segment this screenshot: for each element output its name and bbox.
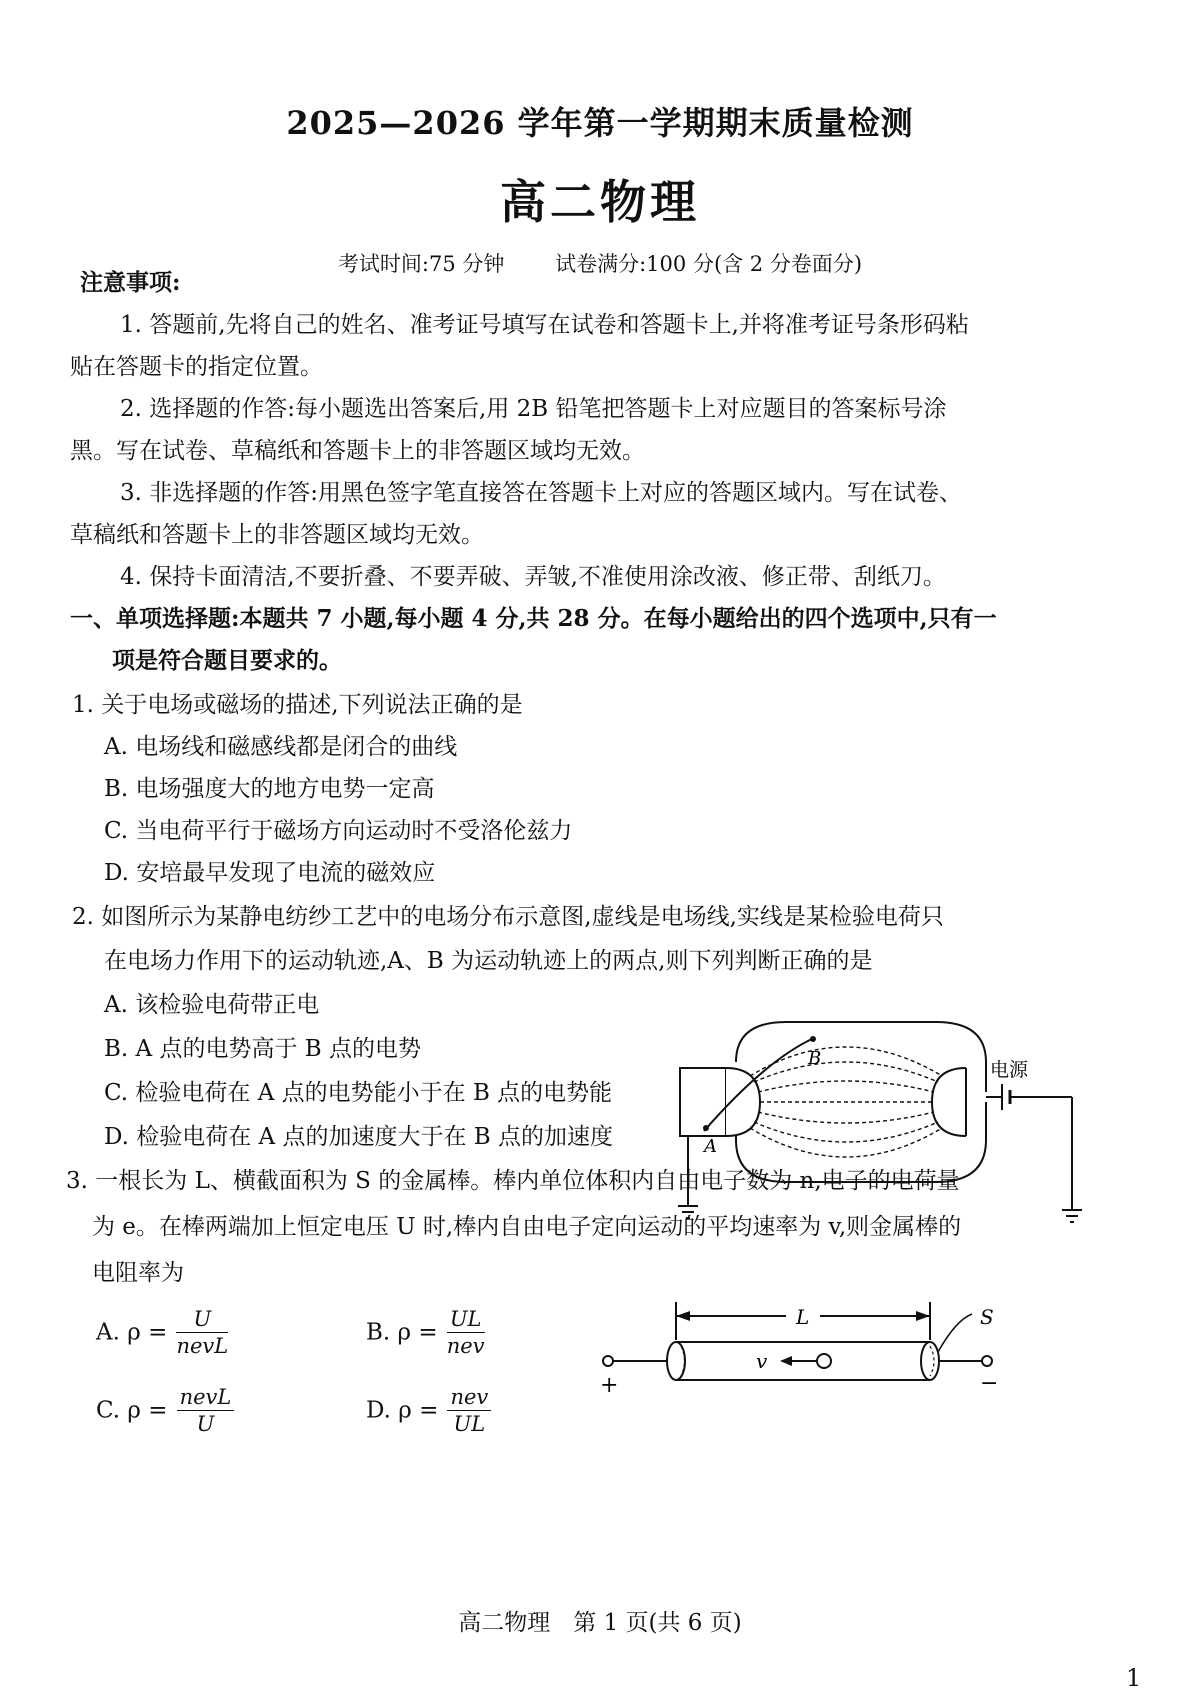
q2-stem-line1: 2. 如图所示为某静电纺纱工艺中的电场分布示意图,虚线是电场线,实线是某检验电荷只 <box>72 904 944 930</box>
note-2-line2: 黑。写在试卷、草稿纸和答题卡上的非答题区域均无效。 <box>70 438 645 464</box>
q3-stem-line2: 为 e。在棒两端加上恒定电压 U 时,棒内自由电子定向运动的平均速率为 v,则金属棒的 <box>92 1214 962 1240</box>
power-source-label: 电源 <box>990 1059 1029 1081</box>
q2-stem-line2: 在电场力作用下的运动轨迹,A、B 为运动轨迹上的两点,则下列判断正确的是 <box>104 948 873 974</box>
q3-stem-line3: 电阻率为 <box>92 1260 184 1286</box>
q3-option-b-fraction <box>447 1306 485 1359</box>
q3-option-c <box>96 1384 234 1437</box>
plus-terminal-label: + <box>600 1373 619 1398</box>
q1-option-c: C. 当电荷平行于磁场方向运动时不受洛伦兹力 <box>104 818 573 844</box>
q3-option-b-numerator: UL <box>447 1306 485 1333</box>
note-1-line2: 贴在答题卡的指定位置。 <box>70 354 323 380</box>
section-1-heading-line1: 一、单项选择题:本题共 7 小题,每小题 4 分,共 28 分。在每小题给出的四个选项中,只有一 <box>70 605 997 632</box>
q3-option-a-denominator: nevL <box>176 1334 229 1358</box>
q3-option-a <box>96 1306 228 1359</box>
full-score: 试卷满分:100 分(含 2 分卷面分) <box>555 252 863 276</box>
metal-rod-diagram <box>596 1296 1016 1406</box>
page-corner-number: 1 <box>1126 1664 1142 1692</box>
q2-option-a: A. 该检验电荷带正电 <box>104 992 320 1018</box>
q3-option-b-label: B. ρ = <box>366 1319 438 1346</box>
velocity-label: v <box>756 1349 768 1373</box>
point-b-label: B <box>808 1048 822 1069</box>
q3-option-d-fraction <box>447 1384 491 1437</box>
q3-option-b <box>366 1306 485 1359</box>
cross-section-label: S <box>980 1305 994 1329</box>
notes-heading: 注意事项: <box>80 269 181 296</box>
length-label: L <box>796 1305 810 1329</box>
point-a-label: A <box>704 1136 717 1157</box>
note-3-line2: 草稿纸和答题卡上的非答题区域均无效。 <box>70 522 484 548</box>
electrospinning-field-diagram <box>676 1020 1096 1240</box>
q3-option-c-denominator: U <box>196 1412 215 1436</box>
q2-option-d: D. 检验电荷在 A 点的加速度大于在 B 点的加速度 <box>104 1124 613 1150</box>
note-2-line1: 2. 选择题的作答:每小题选出答案后,用 2B 铅笔把答题卡上对应题目的答案标号涂 <box>120 396 947 422</box>
q3-stem-line1: 3. 一根长为 L、横截面积为 S 的金属棒。棒内单位体积内自由电子数为 n,电子的电荷量 <box>66 1168 960 1194</box>
q3-option-d-denominator: UL <box>453 1412 486 1436</box>
note-1-line1: 1. 答题前,先将自己的姓名、准考证号填写在试卷和答题卡上,并将准考证号条形码粘 <box>120 312 969 338</box>
q3-option-d-label: D. ρ = <box>366 1397 439 1424</box>
q3-option-c-fraction <box>177 1384 235 1437</box>
subject-title: 高二物理 <box>500 175 700 229</box>
q1-option-a: A. 电场线和磁感线都是闭合的曲线 <box>104 734 458 760</box>
q3-option-a-numerator: U <box>176 1306 228 1333</box>
note-4-line1: 4. 保持卡面清洁,不要折叠、不要弄破、弄皱,不准使用涂改液、修正带、刮纸刀。 <box>120 564 946 590</box>
q3-option-b-denominator: nev <box>446 1334 485 1358</box>
q3-option-d <box>366 1384 491 1437</box>
q1-stem: 1. 关于电场或磁场的描述,下列说法正确的是 <box>72 692 523 718</box>
q3-option-a-label: A. ρ = <box>96 1319 168 1346</box>
section-1-heading-line2: 项是符合题目要求的。 <box>112 647 342 674</box>
page-footer: 高二物理 第 1 页(共 6 页) <box>458 1610 742 1636</box>
q3-option-c-label: C. ρ = <box>96 1397 168 1424</box>
q1-option-d: D. 安培最早发现了电流的磁效应 <box>104 860 436 886</box>
exam-time: 考试时间:75 分钟 <box>337 252 505 276</box>
q2-option-c: C. 检验电荷在 A 点的电势能小于在 B 点的电势能 <box>104 1080 613 1106</box>
q1-option-b: B. 电场强度大的地方电势一定高 <box>104 776 435 802</box>
q2-option-b: B. A 点的电势高于 B 点的电势 <box>104 1036 421 1062</box>
note-3-line1: 3. 非选择题的作答:用黑色签字笔直接答在答题卡上对应的答题区域内。写在试卷、 <box>120 480 963 506</box>
minus-terminal-label: − <box>980 1371 999 1396</box>
q3-option-c-numerator: nevL <box>177 1384 235 1411</box>
q3-option-d-numerator: nev <box>447 1384 491 1411</box>
exam-title: 2025—2026 学年第一学期期末质量检测 <box>286 104 914 142</box>
q3-option-a-fraction <box>176 1306 228 1359</box>
